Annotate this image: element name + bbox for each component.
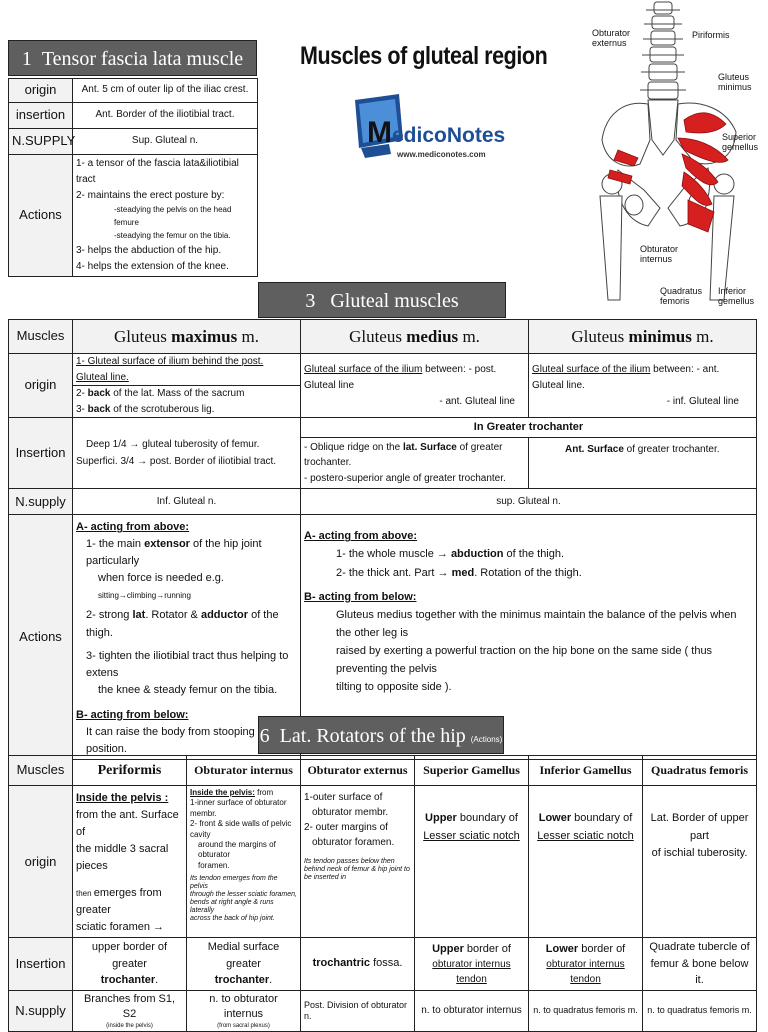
min-insertion [529, 438, 757, 489]
medmin-b2: raised by exerting a powerful traction on the hip bone on the same side ( thus preventing the pelvis [336, 645, 713, 676]
s1-nsupply: Sup. Gluteal n. [73, 129, 258, 155]
col-text-bold: maximus [171, 326, 238, 346]
max-a1e: sitting→climbing→running [98, 591, 191, 601]
s1-action-2a: -steadying the pelvis on the head femure [114, 205, 232, 228]
oe-origin-2: obturator membr. [312, 807, 389, 818]
oi-origin-2: 2- front & side walls of pelvic cavity [190, 819, 292, 839]
max-actions-b-head: B- acting from below: [76, 708, 189, 721]
max-a2d: adductor [200, 609, 249, 622]
sg-origin-bold: Upper [425, 812, 457, 824]
s3-muscles-label: Muscles [9, 320, 73, 354]
ig-ins-text: border of [578, 942, 626, 955]
max-origin [73, 354, 301, 418]
min-origin-1: between: - ant. Gluteal line. [532, 363, 720, 391]
oi-origin-note-4: across the back of hip joint. [190, 915, 275, 923]
max-a1b: extensor [144, 538, 190, 551]
piri-ns-2: (inside the pelvis) [106, 1022, 153, 1029]
oi-ns-2: (from sacral plexus) [217, 1022, 270, 1029]
medmin-a1a: 1- the whole muscle → [336, 548, 451, 561]
max-a2a: 2- strong [86, 609, 133, 622]
med-insertion-2: - postero-superior angle of greater trochanter. [304, 472, 506, 484]
max-origin-3: of the scrotuberous lig. [110, 403, 215, 415]
max-origin-1: 1- Gluteal surface of ilium behind the post. Gluteal line. [76, 356, 264, 383]
oe-origin-note-3: be inserted in [304, 874, 347, 882]
s1-actions-label: Actions [9, 155, 73, 277]
med-origin-1: between: - post. Gluteal line [304, 363, 497, 391]
logo-url: www.mediconotes.com [397, 150, 486, 159]
piri-origin-3a: then [76, 889, 94, 899]
s1-action-4: 4- helps the extension of the knee. [76, 260, 229, 272]
col-gluteus-maximus [73, 320, 301, 354]
piri-origin-3b: emerges from greater [76, 887, 162, 917]
col-text: Gluteus [349, 326, 407, 346]
s1-actions [73, 155, 258, 277]
sg-nsupply: n. to obturator internus [415, 990, 529, 1031]
s6-muscles-label: Muscles [9, 756, 73, 786]
max-origin-2: of the lat. Mass of the sacrum [110, 388, 245, 399]
label-obturator-internus: Obturator internus [640, 244, 679, 265]
piri-ins-3: . [155, 974, 159, 987]
medmin-insertion [301, 418, 757, 489]
medmin-b-head: B- acting from below: [304, 590, 417, 603]
col-text-bold: minimus [628, 326, 692, 346]
section6-number: 6 [259, 725, 270, 747]
oe-insertion [301, 938, 415, 991]
col-inferior-gamellus: Inferior Gamellus [529, 756, 643, 786]
s1-origin-label: origin [9, 79, 73, 103]
ig-origin-notch: Lesser sciatic notch [537, 829, 634, 842]
s1-action-1: 1- a tensor of the fascia lata&iliotibial tract [76, 158, 239, 186]
s1-insertion-label: insertion [9, 103, 73, 129]
oi-origin-note-1: Its tendon emerges from the pelvis [190, 875, 278, 891]
max-a2e: of the thigh. [86, 609, 279, 639]
label-superior-gemellus: Superior gemellus [722, 132, 759, 153]
s3-actions-label: Actions [9, 515, 73, 760]
label-obturator-externus: Obturator externus [592, 28, 631, 49]
col-text: Gluteus [114, 326, 172, 346]
qf-origin [643, 786, 757, 938]
min-origin [529, 354, 757, 418]
sg-insertion [415, 938, 529, 991]
label-gluteus-minimus: Gluteus minimus [718, 72, 752, 93]
oi-origin-head: Inside the pelvis: [190, 788, 255, 797]
sg-origin [415, 786, 529, 938]
min-origin-underlined: Gluteal surface of the ilium [532, 363, 651, 375]
oi-ins-1: Medial surface greater [207, 941, 280, 970]
piri-origin-1: from the ant. Surface of [76, 809, 179, 839]
sg-origin-notch: Lesser sciatic notch [423, 829, 520, 842]
oe-origin-3: 2- outer margins of [304, 822, 388, 833]
qf-insertion [643, 938, 757, 991]
med-insertion-1c: of greater trochanter. [304, 441, 503, 469]
s1-action-3: 3- helps the abduction of the hip. [76, 244, 222, 256]
medmin-a-head: A- acting from above: [304, 530, 418, 543]
section3-number: 3 [305, 290, 316, 312]
s6-nsupply-label: N.supply [9, 990, 73, 1031]
max-insertion-2: Superfici. 3/4 → post. Border of iliotibial tract. [76, 456, 277, 468]
piri-insertion [73, 938, 187, 991]
sg-ins-bold: Upper [432, 942, 464, 955]
qf-ins-1: Quadrate tubercle of [649, 941, 750, 954]
max-origin-3-bold: back [87, 403, 111, 415]
logo-text: edicoNotes [392, 124, 506, 147]
col-text: m. [458, 326, 480, 346]
col-text: m. [691, 326, 714, 346]
oi-origin-3: around the margins of obturator [198, 839, 276, 860]
medmin-a1b: abduction [450, 548, 504, 561]
medmin-b1: Gluteus medius together with the minimus maintain the balance of the pelvis when the other leg is [336, 608, 737, 639]
ig-ins-tendon: obturator internus tendon [546, 959, 625, 986]
logo-m: M [367, 116, 392, 149]
max-origin-3-num: 3- [76, 403, 88, 415]
greater-trochanter-head: In Greater trochanter [301, 418, 756, 438]
sg-origin-text: boundary of [456, 812, 518, 824]
piri-ins-2: trochanter [100, 974, 156, 987]
max-nsupply: Inf. Gluteal n. [73, 489, 301, 515]
s6-origin-label: origin [9, 786, 73, 938]
oi-origin-note-2: through the lesser sciatic foramen, [190, 891, 297, 899]
col-text: Gluteus [571, 326, 629, 346]
ig-insertion [529, 938, 643, 991]
max-insertion [73, 418, 301, 489]
col-text-bold: medius [406, 326, 459, 346]
pelvis-figure [588, 0, 766, 318]
qf-ins-2: femur & bone below it. [650, 957, 749, 987]
oe-origin-note-2: behind neck of femur & hip joint to [304, 866, 410, 874]
oi-ins-2: trochanter [214, 974, 270, 987]
max-a1a: 1- the main [86, 538, 145, 551]
medmin-a2c: . Rotation of the thigh. [474, 566, 582, 579]
col-gluteus-medius [301, 320, 529, 354]
oi-insertion [187, 938, 301, 991]
med-origin-2: - ant. Gluteal line [439, 395, 515, 407]
section1-number: 1 [21, 48, 32, 70]
min-origin-2: - inf. Gluteal line [666, 395, 739, 407]
page-title: Muscles of gluteal region [300, 42, 548, 70]
oi-nsupply [187, 990, 301, 1031]
ig-origin-text: boundary of [571, 812, 633, 824]
qf-origin-1: Lat. Border of upper part [650, 812, 749, 842]
piri-ns-1: Branches from S1, S2 [83, 992, 176, 1020]
section6-table [8, 755, 757, 1032]
s3-insertion-label: Insertion [9, 418, 73, 489]
col-quadratus-femoris: Quadratus femoris [643, 756, 757, 786]
oe-origin-4: obturator foramen. [312, 837, 395, 848]
oe-nsupply: Post. Division of obturator n. [301, 990, 415, 1031]
s1-origin: Ant. 5 cm of outer lip of the iliac crest. [73, 79, 258, 103]
section3-table [8, 319, 757, 760]
max-a3: 3- tighten the iliotibial tract thus helping to extens [86, 649, 289, 679]
oi-ins-3: . [269, 974, 273, 987]
medmin-nsupply: sup. Gluteal n. [301, 489, 757, 515]
piri-origin-2: the middle 3 sacral pieces [76, 843, 169, 873]
logo [345, 92, 505, 172]
oi-origin-head2: from [254, 788, 274, 797]
col-superior-gamellus: Superior Gamellus [415, 756, 529, 786]
s1-action-2b: -steadying the femur on the tibia. [114, 230, 231, 240]
label-inferior-gemellus: Inferior gemellus [718, 286, 755, 307]
oi-origin-note-3: bends at right angle & runs laterally [190, 899, 274, 915]
s3-origin-label: origin [9, 354, 73, 418]
ig-ins-bold: Lower [545, 942, 579, 955]
med-insertion-1a: - Oblique ridge on the [304, 441, 403, 453]
max-a2c: . Rotator & [145, 609, 201, 622]
qf-nsupply: n. to quadratus femoris m. [643, 990, 757, 1031]
section1-header [8, 40, 257, 76]
label-quadratus-femoris: Quadratus femoris [660, 286, 703, 307]
max-a3b: the knee & steady femur on the tibia. [98, 683, 278, 696]
oi-ns-1: n. to obturator internus [209, 992, 278, 1020]
max-insertion-1: Deep 1/4 → gluteal tuberosity of femur. [86, 439, 260, 451]
piri-nsupply [73, 990, 187, 1031]
max-a1c: of the hip joint particularly [86, 538, 262, 568]
s6-insertion-label: Insertion [9, 938, 73, 991]
col-obturator-externus: Obturator externus [301, 756, 415, 786]
sg-ins-text: border of [463, 942, 511, 955]
med-origin-underlined: Gluteal surface of the ilium [304, 363, 423, 375]
max-origin-2-num: 2- [76, 388, 88, 399]
max-origin-2-bold: back [87, 388, 111, 399]
s3-nsupply-label: N.supply [9, 489, 73, 515]
oi-origin [187, 786, 301, 938]
medmin-a2b: med [451, 566, 475, 579]
max-b1: It can raise the body from stooping position. [86, 725, 255, 755]
section3-header [258, 282, 506, 318]
section6-header [258, 716, 504, 754]
ig-nsupply: n. to quadratus femoris m. [529, 990, 643, 1031]
s1-insertion: Ant. Border of the iliotibial tract. [73, 103, 258, 129]
max-actions-a-head: A- acting from above: [76, 521, 190, 534]
s1-action-2: 2- maintains the erect posture by: [76, 190, 225, 202]
med-origin [301, 354, 529, 418]
section1-table [8, 78, 258, 277]
medmin-a2a: 2- the thick ant. Part → [336, 566, 452, 579]
col-obturator-internus: Obturator internus [187, 756, 301, 786]
s1-nsupply-label: N.SUPPLY [9, 129, 73, 155]
section6-sub: (Actions) [470, 735, 503, 744]
col-gluteus-minimus [529, 320, 757, 354]
max-a1d: when force is needed e.g. [98, 572, 224, 585]
ig-origin [529, 786, 643, 938]
oi-origin-4: foramen. [198, 860, 230, 870]
qf-origin-2: of ischial tuberosity. [651, 847, 748, 860]
medmin-b3: tilting to opposite side ). [336, 681, 452, 694]
oi-origin-1: 1-inner surface of obturator membr. [190, 798, 287, 818]
piri-ins-1: upper border of greater [91, 941, 168, 970]
col-periformis: Periformis [73, 756, 187, 786]
med-insertion-1b: lat. Surface [402, 441, 457, 453]
ig-origin-bold: Lower [538, 812, 572, 824]
oe-origin [301, 786, 415, 938]
oe-ins-bold: trochantric [312, 957, 371, 970]
min-insertion-bold: Ant. Surface [564, 443, 624, 455]
piri-origin-4: sciatic foramen → [76, 921, 165, 934]
min-insertion-text: of greater trochanter. [623, 443, 720, 455]
max-a2b: lat [132, 609, 146, 622]
medmin-a1c: of the thigh. [503, 548, 565, 561]
col-text: m. [237, 326, 259, 346]
oe-origin-1: 1-outer surface of [304, 792, 383, 803]
piri-origin [73, 786, 187, 938]
oe-origin-note-1: Its tendon passes below then [304, 858, 395, 865]
section3-title: Gluteal muscles [330, 290, 459, 312]
piri-origin-head: Inside the pelvis : [76, 792, 169, 804]
med-insertion [301, 438, 529, 489]
sg-ins-tendon: obturator internus tendon [432, 959, 511, 986]
section6-title: Lat. Rotators of the hip [279, 725, 466, 747]
label-piriformis: Piriformis [692, 30, 730, 40]
section1-title: Tensor fascia lata muscle [41, 48, 244, 70]
oe-ins-text: fossa. [370, 957, 403, 970]
